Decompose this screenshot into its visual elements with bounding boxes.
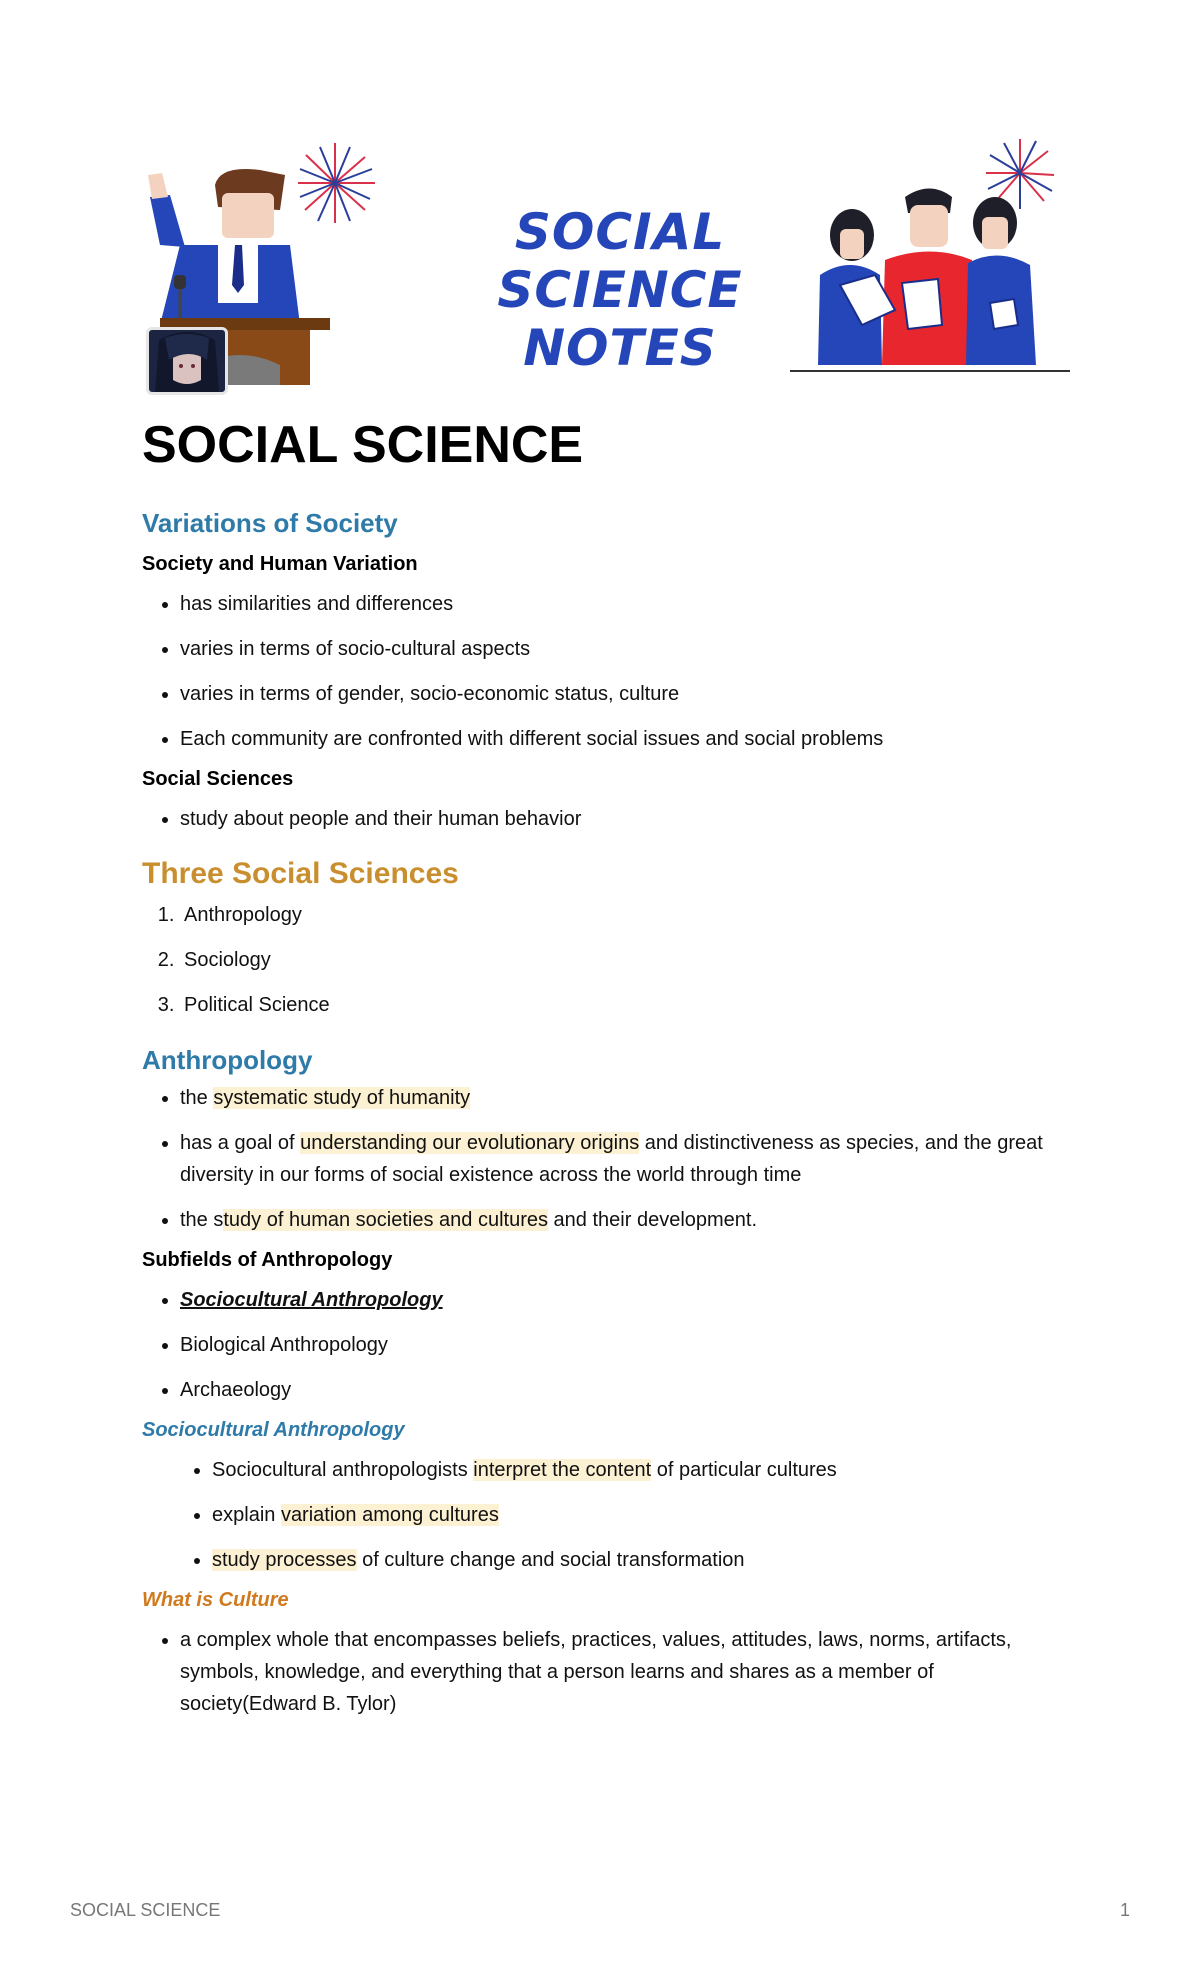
list-item: 1. Anthropology xyxy=(180,899,1062,931)
highlight-text: interpret the content xyxy=(473,1459,652,1481)
page-number: 1 xyxy=(1120,1900,1131,1920)
list-item xyxy=(180,1284,1062,1316)
list-item xyxy=(180,1204,1062,1236)
heading-anthropology: Anthropology xyxy=(142,1045,313,1075)
list-item: • has similarities and differences xyxy=(180,588,1062,620)
highlight-text: understanding our evolutionary origins xyxy=(300,1132,640,1154)
banner-title-line2: NOTES xyxy=(523,319,717,377)
culture-list xyxy=(142,1624,1062,1720)
variations-list xyxy=(142,588,1062,755)
heading-sociocultural-anthropology: Sociocultural Anthropology xyxy=(142,1419,405,1441)
highlight-text: tudy of human societies and cultures xyxy=(223,1209,548,1231)
list-item: • varies in terms of socio-cultural aspects xyxy=(180,633,1062,665)
list-item: • Each community are confronted with different social issues and social problems xyxy=(180,723,1062,755)
list-item: 3. Political Science xyxy=(180,989,1062,1021)
text-run: of particular cultures xyxy=(651,1459,837,1481)
text-run: the xyxy=(180,1087,214,1109)
list-item xyxy=(212,1544,1062,1576)
footer-title: SOCIAL SCIENCE xyxy=(70,1900,221,1920)
list-item xyxy=(180,1127,1062,1191)
highlight-text: systematic study of humanity xyxy=(213,1087,471,1109)
list-item: 2. Sociology xyxy=(180,944,1062,976)
banner-title-line1: SOCIAL SCIENCE xyxy=(497,203,743,319)
list-item xyxy=(180,1082,1062,1114)
subfield-link[interactable]: Sociocultural Anthropology xyxy=(180,1289,443,1311)
heading-society-human-variation: Society and Human Variation xyxy=(142,553,418,575)
sociocultural-list xyxy=(142,1454,1062,1576)
text-run: explain xyxy=(212,1504,281,1526)
text-run: the s xyxy=(180,1209,224,1231)
text-run: and their development. xyxy=(548,1209,758,1231)
highlight-text: study processes xyxy=(212,1549,357,1571)
heading-three-social-sciences: Three Social Sciences xyxy=(142,857,459,890)
avatar xyxy=(146,327,228,395)
heading-variations-of-society: Variations of Society xyxy=(142,508,398,538)
heading-social-sciences: Social Sciences xyxy=(142,768,294,790)
list-item: • Biological Anthropology xyxy=(180,1329,1062,1361)
students-reading-illustration xyxy=(790,135,1070,375)
text-run: and distinctiveness as species, and the great diversity in our forms of social existence across the world through time xyxy=(180,1132,1043,1186)
text-run: of culture change and social transformation xyxy=(356,1549,745,1571)
header-banner xyxy=(140,135,1070,395)
list-item xyxy=(212,1454,1062,1486)
list-item: • a complex whole that encompasses beliefs, practices, values, attitudes, laws, norms, artifacts, symbols, knowledge, and everything that a person learns and shares as a member of society(Edward B. Tylor) xyxy=(180,1624,1062,1720)
list-item: • Archaeology xyxy=(180,1374,1062,1406)
text-run: has a goal of xyxy=(180,1132,301,1154)
banner-title xyxy=(400,203,840,377)
text-run: Sociocultural anthropologists xyxy=(212,1459,474,1481)
social-sciences-list xyxy=(142,803,1062,835)
heading-subfields-of-anthropology: Subfields of Anthropology xyxy=(142,1249,393,1271)
three-sciences-list xyxy=(142,899,1062,1021)
highlight-text: variation among cultures xyxy=(280,1504,499,1526)
subfields-list xyxy=(142,1284,1062,1406)
heading-what-is-culture: What is Culture xyxy=(142,1589,289,1611)
list-item xyxy=(212,1499,1062,1531)
document-title: SOCIAL SCIENCE xyxy=(142,416,584,474)
anthropology-list xyxy=(142,1082,1062,1236)
list-item: • study about people and their human behavior xyxy=(180,803,1062,835)
document-content xyxy=(142,410,1062,1733)
list-item: • varies in terms of gender, socio-economic status, culture xyxy=(180,678,1062,710)
